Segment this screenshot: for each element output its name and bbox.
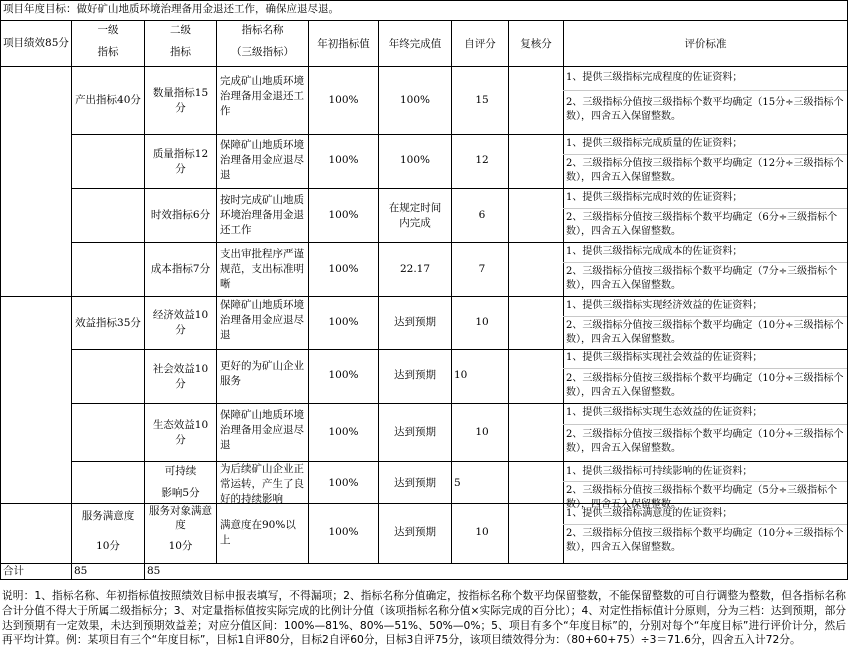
row-8-actual: 达到预期	[394, 526, 436, 538]
annual-goal: 项目年度目标：做好矿山地质环境治理备用金退还工作，确保应退尽退。	[3, 3, 339, 15]
row-3-criteria-2: 2、三级指标分值按三级指标个数平均确定（7分÷三级指标个数），四舍五入保留整数。	[566, 266, 838, 291]
row-7-level2-b: 影响5分	[161, 487, 200, 499]
row-5-level2	[145, 350, 216, 403]
row-1-level2-text: 质量指标12分	[152, 147, 209, 175]
row-4-level2-text: 经济效益10分	[152, 309, 209, 336]
header-level3-b: （三级指标）	[231, 46, 294, 58]
header-level3-a: 指标名称	[241, 24, 284, 36]
total-level2: 85	[147, 565, 161, 577]
row-1-initial: 100%	[328, 154, 359, 166]
level1-benefit-text: 效益指标35分	[75, 316, 141, 329]
row-4-score: 10	[475, 316, 489, 328]
row-7-score: 5	[454, 477, 461, 489]
row-1-score: 12	[475, 154, 489, 166]
row-5-level2-text: 社会效益10分	[152, 362, 209, 390]
row-2-score	[452, 189, 512, 242]
row-7-initial: 100%	[328, 477, 359, 489]
row-2-actual	[379, 189, 451, 242]
header-level2-b: 指标	[170, 46, 191, 58]
row-1-criteria-1: 1、提供三级指标完成质量的佐证资料；	[566, 138, 743, 149]
row-2-criteria-2: 2、三级指标分值按三级指标个数平均确定（6分÷三级指标个数），四舍五入保留整数。	[566, 212, 838, 237]
row-4-initial: 100%	[328, 316, 359, 328]
row-5-name: 更好的为矿山企业服务	[220, 360, 304, 387]
row-5-initial: 100%	[328, 369, 359, 381]
level1-satisfaction-b: 10分	[96, 540, 120, 552]
level1-satisfaction-a: 服务满意度	[81, 510, 135, 522]
row-2-initial	[309, 189, 378, 242]
row-6-initial: 100%	[328, 426, 359, 438]
total-label: 合计	[3, 565, 24, 577]
row-0-initial: 100%	[328, 94, 359, 106]
row-0-criteria-2: 2、三级指标分值按三级指标个数平均确定（15分÷三级指标个数），四舍五入保留整数。	[566, 97, 844, 122]
row-1-name: 保障矿山地质环境治理备用金应退尽退	[220, 139, 304, 181]
header-self-score: 自评分	[464, 38, 496, 50]
row-5-criteria-2: 2、三级指标分值按三级指标个数平均确定（10分÷三级指标个数），四舍五入保留整数。	[566, 373, 844, 398]
header-level2-a: 二级	[170, 24, 191, 36]
level1-output-text: 产出指标40分	[75, 94, 141, 106]
row-8-level2-b: 10分	[168, 540, 193, 552]
row-1-actual: 100%	[399, 154, 431, 166]
row-2-criteria-1: 1、提供三级指标完成时效的佐证资料；	[566, 192, 743, 203]
row-3-actual: 22.17	[399, 263, 431, 275]
row-7-criteria-1: 1、提供三级指标可持续影响的佐证资料；	[566, 466, 753, 477]
row-0-level2	[145, 67, 216, 134]
row-6-name: 保障矿山地质环境治理备用金应退尽退	[220, 409, 304, 451]
row-8-level2-a: 服务对象满意度	[149, 505, 212, 531]
row-0-level2-text: 数量指标15分	[152, 86, 209, 114]
header-review-score: 复核分	[520, 38, 552, 50]
row-5-score: 10	[454, 369, 468, 381]
row-8-score: 10	[475, 526, 489, 538]
row-8-criteria-2: 2、三级指标分值按三级指标个数平均确定（10分÷三级指标个数），四舍五入保留整数。	[566, 528, 844, 553]
row-4-criteria-1: 1、提供三级指标实现经济效益的佐证资料；	[566, 300, 763, 311]
row-6-criteria-1: 1、提供三级指标实现生态效益的佐证资料；	[566, 407, 763, 418]
row-3-level2-text: 成本指标7分	[150, 263, 211, 275]
explanation-note: 说明：1、指标名称、年初指标值按照绩效目标申报表填写，不得漏项；2、指标名称分值确定，按指标名称个数平均保留整数，不能保留整数的可自行调整为整数，但各指标名称合计分值不得大于所属二级指标分；3、对定量指标值按实际完成的比例计分值（该项指标名称分值×实际完成的百分比）；4、对定性指标值计分原则，分为三档：达到预期，部分达到预期有一定效果，未达到预期效益差；对应分值区间：100%—81%、80%—51%、50%—0%；5、项目有多个“年度目标”的，分别对每个“年度目标”进行评价计分，然后再平均计算。例：某项目有三个“年度目标”，目标1自评80分，目标2自评60分，目标3自评75分，该项目绩效得分为：（80+60+75）÷3＝71.6分，四舍五入计72分。	[2, 589, 846, 647]
row-7-level2-a: 可持续	[164, 465, 197, 477]
header-criteria: 评价标准	[684, 38, 727, 50]
row-7-name: 为后续矿山企业正常运转，产生了良好的持续影响	[220, 463, 304, 505]
header-initial-value: 年初指标值	[317, 38, 370, 50]
row-3-score: 7	[478, 263, 486, 275]
row-4-level2	[145, 297, 216, 349]
row-2-level2	[145, 189, 216, 242]
row-1-level2	[145, 135, 216, 188]
row-0-criteria-1: 1、提供三级指标完成程度的佐证资料；	[566, 72, 743, 83]
header-level1-a: 一级	[97, 24, 119, 36]
row-5-actual: 达到预期	[394, 369, 436, 381]
row-6-level2	[145, 404, 216, 461]
row-7-criteria-2: 2、三级指标分值按三级指标个数平均确定（5分÷三级指标个数），四舍五入保留整数。	[566, 485, 838, 510]
row-2-initial-text: 100%	[328, 209, 359, 221]
header-actual-value: 年终完成值	[388, 38, 442, 50]
header-level1-b: 指标	[97, 46, 119, 58]
row-2-score-text: 6	[478, 209, 486, 221]
row-4-name: 保障矿山地质环境治理备用金应退尽退	[220, 299, 304, 341]
row-6-actual: 达到预期	[394, 426, 436, 438]
row-2-name: 按时完成矿山地质环境治理备用金退还工作	[220, 194, 304, 236]
row-2-actual-text: 在规定时间内完成	[388, 201, 442, 229]
row-8-criteria-1: 1、提供三级指标满意度的佐证资料；	[566, 508, 733, 519]
row-3-name: 支出审批程序严谨规范，支出标准明晰	[220, 248, 304, 290]
row-6-level2-text: 生态效益10分	[152, 418, 209, 446]
row-8-name: 满意度在90%以上	[220, 519, 296, 546]
row-0-name: 完成矿山地质环境治理备用金退还工作	[220, 75, 304, 117]
level1-benefit	[72, 297, 144, 349]
row-4-actual: 达到预期	[394, 316, 436, 328]
row-0-score: 15	[475, 94, 489, 106]
row-8-initial: 100%	[328, 526, 359, 538]
row-3-criteria-1: 1、提供三级指标完成成本的佐证资料；	[566, 246, 743, 257]
row-5-criteria-1: 1、提供三级指标实现社会效益的佐证资料；	[566, 352, 763, 363]
row-6-score: 10	[475, 426, 489, 438]
row-7-actual: 达到预期	[394, 477, 436, 489]
header-project-score-text: 项目绩效85分	[3, 37, 69, 49]
row-3-initial: 100%	[328, 263, 359, 275]
row-3-level2	[145, 243, 216, 296]
row-1-criteria-2: 2、三级指标分值按三级指标个数平均确定（12分÷三级指标个数），四舍五入保留整数。	[566, 158, 844, 183]
header-project-score	[1, 21, 71, 66]
row-4-criteria-2: 2、三级指标分值按三级指标个数平均确定（10分÷三级指标个数），四舍五入保留整数。	[566, 320, 844, 345]
row-0-actual: 100%	[399, 94, 431, 106]
row-6-criteria-2: 2、三级指标分值按三级指标个数平均确定（10分÷三级指标个数），四舍五入保留整数。	[566, 429, 844, 454]
total-level1: 85	[74, 565, 88, 577]
row-2-level2-text: 时效指标6分	[150, 209, 211, 221]
level1-output	[72, 67, 144, 134]
